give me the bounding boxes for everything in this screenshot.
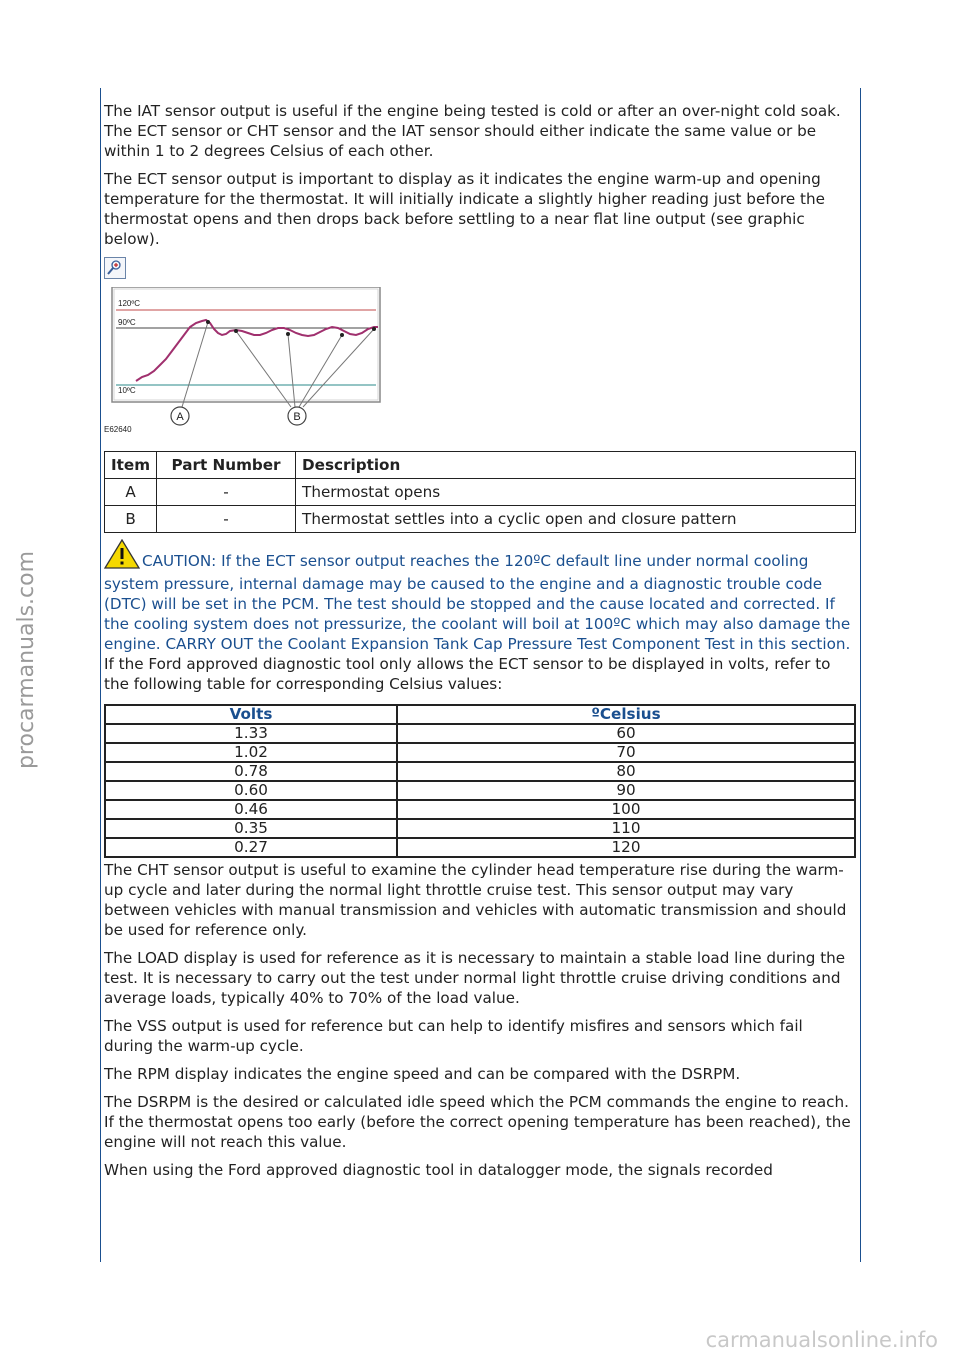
callout-a: A: [176, 411, 184, 423]
volts-table-header: [105, 705, 855, 724]
cell-celsius: 80: [397, 762, 855, 781]
header-description: Description: [296, 452, 856, 479]
cell-volts: 0.60: [105, 781, 397, 800]
side-watermark: [12, 550, 42, 770]
ect-warmup-graphic: [102, 287, 402, 439]
parts-table-header: [105, 452, 856, 479]
table-row: [105, 819, 855, 838]
caution-note: [104, 539, 856, 654]
cell-celsius: 70: [397, 743, 855, 762]
table-row: [105, 743, 855, 762]
paragraph-vss: The VSS output is used for reference but can help to identify misfires and sensors which fail during the warm-up cycle.: [104, 1017, 803, 1055]
table-row: [105, 781, 855, 800]
callout-b: B: [293, 411, 301, 423]
figure-code: E62640: [104, 425, 132, 434]
cell-volts: 0.78: [105, 762, 397, 781]
paragraph-load: The LOAD display is used for reference as it is necessary to maintain a stable load line during the test. It is necessary to carry out the test under normal light throttle cruise driving conditions and average loads, typically 40% to 70% of the load value.: [104, 949, 846, 1007]
header-item: Item: [105, 452, 157, 479]
paragraph-datalogger: When using the Ford approved diagnostic tool in datalogger mode, the signals recorded: [104, 1161, 773, 1179]
header-part-number: Part Number: [157, 452, 296, 479]
paragraph-ect: The ECT sensor output is important to display as it indicates the engine warm-up and opening temperature for the thermostat. It will initially indicate a slightly higher reading just before the thermostat opens and then drops back before settling to a near flat line output (see graphic below).: [104, 170, 825, 248]
table-row: [105, 800, 855, 819]
cell-description: Thermostat settles into a cyclic open and closure pattern: [296, 506, 856, 533]
paragraph-volts-intro: If the Ford approved diagnostic tool only allows the ECT sensor to be displayed in volts, refer to the following table for corresponding Celsius values:: [104, 655, 831, 693]
table-row: [105, 506, 856, 533]
cell-volts: 0.35: [105, 819, 397, 838]
caution-text: CAUTION: If the ECT sensor output reaches the 120ºC default line under normal cooling system pressure, internal damage may be caused to the engine and a diagnostic trouble code (DTC) will be set in the PCM. The test should be stopped and the cause located and corrected. If the cooling system does not pressurize, the coolant will boil at 100ºC which may also damage the engine. CARRY OUT the Coolant Expansion Tank Cap Pressure Test Component Test in this section.: [104, 552, 851, 653]
cell-part-number: -: [157, 479, 296, 506]
paragraph-iat: The IAT sensor output is useful if the engine being tested is cold or after an over-night cold soak. The ECT sensor or CHT sensor and the IAT sensor should either indicate the same value or be within 1 to 2 degrees Celsius of each other.: [104, 102, 841, 160]
cell-item: B: [105, 506, 157, 533]
paragraph-rpm: The RPM display indicates the engine speed and can be compared with the DSRPM.: [104, 1065, 741, 1083]
header-celsius: ºCelsius: [397, 705, 855, 724]
cell-celsius: 120: [397, 838, 855, 857]
warning-triangle-icon: [104, 539, 140, 574]
bottom-watermark: carmanualsonline.info: [705, 1328, 938, 1352]
side-watermark-text: procarmanuals.com: [14, 550, 39, 770]
cell-volts: 1.02: [105, 743, 397, 762]
cell-description: Thermostat opens: [296, 479, 856, 506]
table-row: [105, 479, 856, 506]
parts-table: [104, 451, 856, 533]
cell-part-number: -: [157, 506, 296, 533]
cell-celsius: 110: [397, 819, 855, 838]
cell-volts: 0.46: [105, 800, 397, 819]
zoom-icon[interactable]: [104, 257, 126, 279]
cell-volts: 1.33: [105, 724, 397, 743]
cell-celsius: 60: [397, 724, 855, 743]
cell-item: A: [105, 479, 157, 506]
label-90: 90ºC: [118, 318, 136, 327]
volts-celsius-table: [104, 704, 856, 858]
label-120: 120ºC: [118, 299, 141, 308]
document-content: [104, 101, 856, 1188]
table-row: [105, 838, 855, 857]
table-row: [105, 724, 855, 743]
cell-celsius: 100: [397, 800, 855, 819]
paragraph-dsrpm: The DSRPM is the desired or calculated idle speed which the PCM commands the engine to reach. If the thermostat opens too early (before the correct opening temperature has been reached), the engine will not reach this value.: [104, 1093, 851, 1151]
header-volts: Volts: [105, 705, 397, 724]
paragraph-cht: The CHT sensor output is useful to examine the cylinder head temperature rise during the warm-up cycle and later during the normal light throttle cruise test. This sensor output may vary between vehicles with manual transmission and vehicles with automatic transmission and should be used for reference only.: [104, 861, 847, 939]
label-10: 10ºC: [118, 386, 136, 395]
cell-volts: 0.27: [105, 838, 397, 857]
table-row: [105, 762, 855, 781]
cell-celsius: 90: [397, 781, 855, 800]
